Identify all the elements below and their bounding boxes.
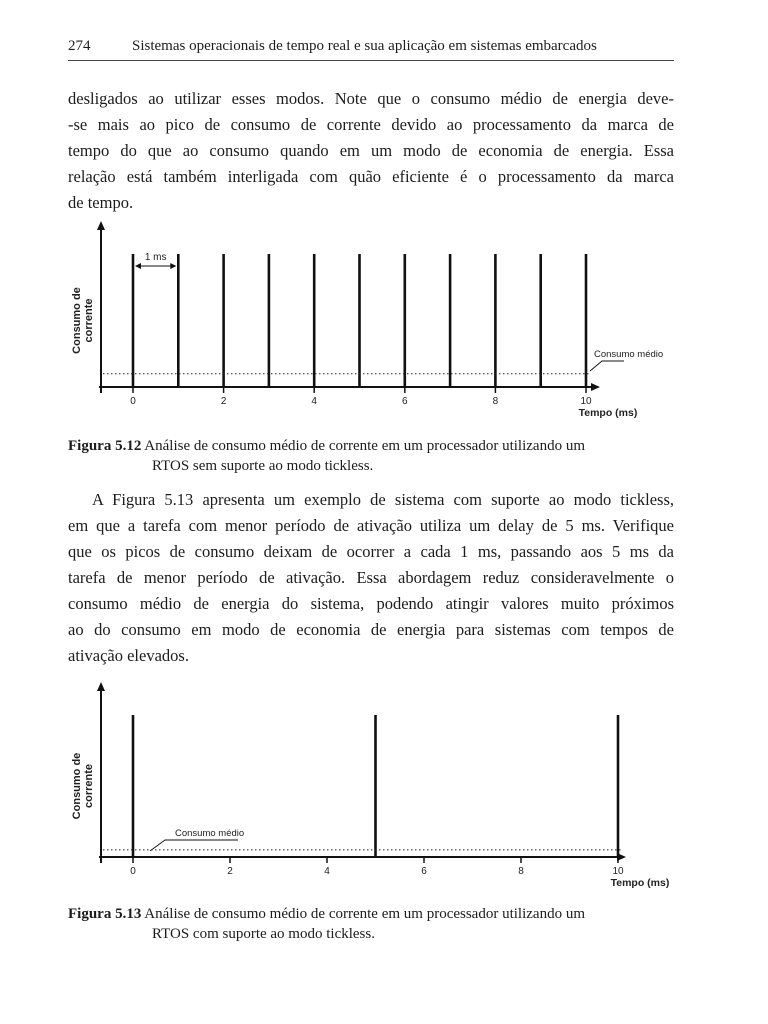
x-tick-label: 2: [227, 866, 233, 877]
x-tick-label: 6: [421, 866, 427, 877]
x-axis-label: Tempo (ms): [578, 407, 638, 419]
caption-text: Análise de consumo médio de corrente em um processador utilizando um: [144, 906, 585, 922]
x-tick-label: 2: [220, 396, 227, 407]
y-axis-label-line: Consumo de: [71, 752, 83, 820]
y-axis-label-line: corrente: [83, 298, 95, 343]
figure-5-13-marks: [103, 715, 622, 857]
paragraph-line: em que a tarefa com menor período de ativação utiliza um delay de 5 ms. Verifique: [68, 516, 674, 535]
average-label: Consumo médio: [594, 349, 664, 360]
y-axis-label: [71, 753, 95, 820]
y-axis-label-line: Consumo de: [71, 287, 83, 354]
caption-text: RTOS sem suporte ao modo tickless.: [152, 458, 374, 474]
paragraph-line: relação está também interligada com quão eficiente é o processamento da marca: [68, 167, 674, 186]
paragraph-line: que os picos de consumo deixam de ocorrer a cada 1 ms, passando aos 5 ms da: [68, 542, 674, 561]
y-axis-arrow: [97, 682, 105, 691]
x-tick-label: 4: [324, 866, 330, 877]
paragraph-line: ativação elevados.: [68, 646, 189, 665]
x-tick-label: 6: [402, 396, 408, 407]
running-title: Sistemas operacionais de tempo real e sua aplicação em sistemas embarcados: [132, 38, 597, 54]
paragraph-line: tempo do que ao consumo quando em um modo de economia de energia. Essa: [68, 141, 674, 160]
x-tick-label: 10: [612, 866, 624, 877]
page-number: 274: [68, 38, 91, 54]
x-axis-label: Tempo (ms): [610, 877, 670, 889]
paragraph-line: tarefa de menor período de ativação. Essa abordagem reduz consideravelmente o: [68, 568, 674, 587]
paragraph-line: ao do consumo em modo de economia de energia para sistemas com tempos de: [68, 620, 674, 639]
average-label: Consumo médio: [175, 828, 245, 839]
x-tick-label: 10: [580, 396, 592, 407]
x-tick-label: 0: [130, 866, 136, 877]
caption-text: RTOS com suporte ao modo tickless.: [152, 926, 375, 942]
paragraph-line: desligados ao utilizar esses modos. Note que o consumo médio de energia deve-: [68, 89, 674, 108]
paragraph-line: de tempo.: [68, 193, 134, 212]
figure-5-13-caption: [68, 904, 688, 944]
y-axis-label-line: corrente: [83, 763, 95, 809]
caption-text: Análise de consumo médio de corrente em um processador utilizando um: [144, 438, 585, 454]
caption-label: Figura 5.12: [68, 438, 142, 454]
average-leader: [150, 840, 238, 851]
paragraph-line: -se mais ao pico de consumo de corrente devido ao processamento da marca de: [68, 115, 674, 134]
x-tick-label: 8: [492, 396, 499, 407]
paragraph-line: consumo médio de energia do sistema, podendo atingir valores muito próximos: [68, 594, 674, 613]
caption-label: Figura 5.13: [68, 906, 142, 922]
x-tick-label: 4: [311, 396, 317, 407]
x-tick-label: 8: [518, 866, 524, 877]
dimension-label: 1 ms: [144, 252, 167, 263]
figure-5-13-axes: [71, 682, 669, 889]
x-tick-label: 0: [130, 396, 136, 407]
paragraph-line: A Figura 5.13 apresenta um exemplo de sistema com suporte ao modo tickless,: [92, 490, 674, 509]
